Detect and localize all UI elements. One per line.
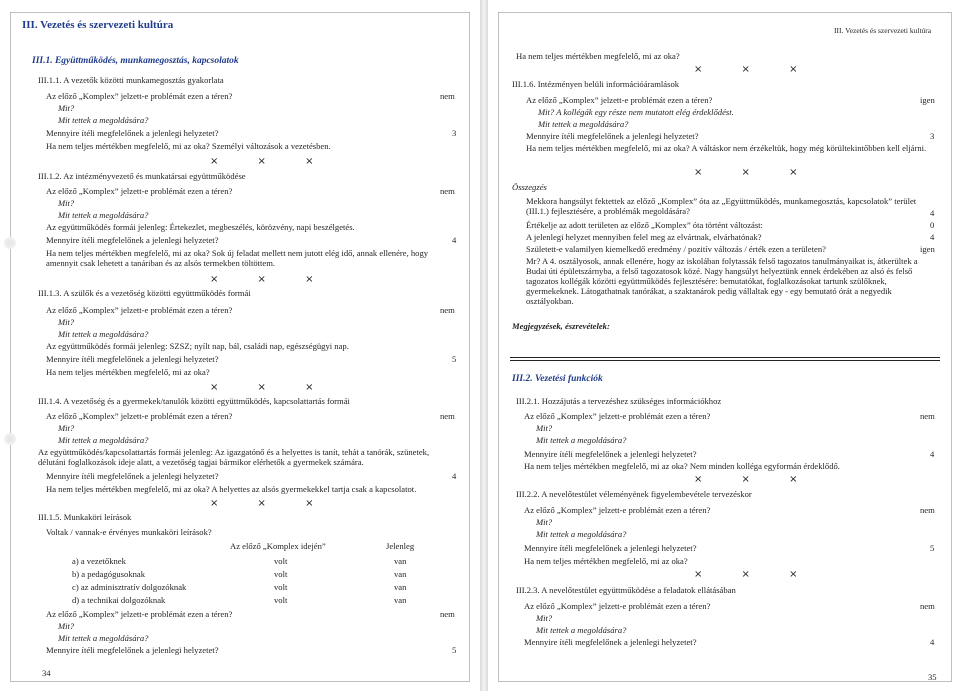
- question-itel: Mennyire ítéli megfelelőnek a jelenlegi helyzetet?: [524, 449, 697, 459]
- score: 0: [930, 220, 935, 230]
- score: 4: [452, 471, 457, 481]
- table-row-label: a) a vezetőknek: [72, 556, 126, 566]
- punch-hole: [4, 237, 16, 249]
- question-itel: Mennyire ítéli megfelelőnek a jelenlegi helyzetet?: [524, 637, 697, 647]
- cooperation-forms: Az együttműködés formái jelenleg: SZSZ; nyílt nap, bál, családi nap, egészségügyi nap.: [46, 341, 349, 351]
- answer: igen: [920, 244, 935, 254]
- answer: igen: [920, 95, 935, 105]
- question-tettek: Mit tettek a megoldására?: [536, 625, 627, 635]
- question-tettek: Mit tettek a megoldására?: [58, 115, 149, 125]
- cooperation-forms: Az együttműködés formái jelenleg: Értekezlet, megbeszélés, körözvény, napi beszélgetés.: [46, 222, 355, 232]
- subsection-title: III.1.3. A szülők és a vezetőség közötti együttműködés formái: [38, 288, 251, 298]
- question-mit: Mit?: [58, 103, 75, 113]
- subsection-title: III.2.2. A nevelőtestület véleményének figyelembevétele tervezéskor: [516, 489, 752, 499]
- question-mit: Mit?: [536, 613, 553, 623]
- notes-label: Megjegyzések, észrevételek:: [512, 321, 610, 331]
- question-komplex: Az előző „Komplex” jelzett-e problémát ezen a téren?: [46, 186, 233, 196]
- question-mit: Mit?: [536, 423, 553, 433]
- question-itel: Mennyire ítéli megfelelőnek a jelenlegi helyzetet?: [46, 645, 219, 655]
- question-tettek: Mit tettek a megoldására?: [58, 329, 149, 339]
- score: 3: [452, 128, 457, 138]
- question-tettek: Mit tettek a megoldására?: [536, 529, 627, 539]
- question-nem-teljes: Ha nem teljes mértékben megfelelő, mi az oka?: [46, 367, 210, 377]
- score: 4: [930, 449, 935, 459]
- table-cell-now: van: [394, 556, 407, 566]
- question-itel: Mennyire ítéli megfelelőnek a jelenlegi helyzetet?: [46, 354, 219, 364]
- column-header-prev: Az előző „Komplex idején”: [230, 541, 326, 551]
- punch-hole: [4, 433, 16, 445]
- question-komplex: Az előző „Komplex” jelzett-e problémát ezen a téren?: [524, 505, 711, 515]
- separator-marks: × × ×: [210, 498, 332, 509]
- score: 4: [452, 235, 457, 245]
- table-cell-prev: volt: [274, 595, 288, 605]
- running-header: III. Vezetés és szervezeti kultúra: [834, 26, 932, 35]
- reason: Ha nem teljes mértékben megfelelő, mi az oka? A váltáskor nem érzékeltük, hogy még körültekintőbben kell eljárni.: [526, 143, 927, 153]
- answer: nem: [440, 186, 455, 196]
- summary-question: Született-e valamilyen kiemelkedő eredmény / pozitív változás / érték ezen a területen?: [526, 244, 826, 254]
- answer: nem: [440, 609, 455, 619]
- question-komplex: Az előző „Komplex” jelzett-e problémát ezen a téren?: [524, 601, 711, 611]
- summary-text: Mr? A 4. osztályosok, annak ellenére, hogy az iskolában folytassák felső tagozatos tanulmányaikat is, átkerültek a Budai úti épületszárnyba, a felső tagozatosok közé. Nagy hangsúlyt helyeztünk ennek érdekében az alsó és felső tagozatos kollégák közötti együttműködés fejlesztésére: bemutatókat, foglalkozásokat tartunk szülőknek, gyermekeknek. Látogathatnak tanórákat, a szaktanárok pedig vállaltak egy - egy bemutató órát a negyedik osztályokban.: [526, 256, 918, 306]
- question-tettek: Mit tettek a megoldására?: [58, 210, 149, 220]
- cooperation-forms: Az együttműködés/kapcsolattartás formái jelenleg: Az igazgatónő és a helyettes is tanít, tehát a tanórák, szünetek, délutáni foglalkozások ideje alatt, a vezetőség tagjai bármikor elérhetők a gyermekek számára.: [38, 447, 430, 467]
- question-komplex: Az előző „Komplex” jelzett-e problémát ezen a téren?: [46, 91, 233, 101]
- table-cell-prev: volt: [274, 582, 288, 592]
- question-tettek: Mit tettek a megoldására?: [58, 435, 149, 445]
- question-itel: Mennyire ítéli megfelelőnek a jelenlegi helyzetet?: [524, 543, 697, 553]
- summary-question: Mekkora hangsúlyt fektettek az előző „Komplex” óta az „Együttműködés, munkamegosztás, kapcsolatok” terület (III.1.) fejlesztésére, a problémák megoldására?: [526, 196, 917, 216]
- table-cell-now: van: [394, 582, 407, 592]
- section-title: III.1. Együttműködés, munkamegosztás, kapcsolatok: [32, 56, 239, 66]
- answer: nem: [440, 411, 455, 421]
- question-mit: Mit?: [58, 621, 75, 631]
- question-mit: Mit?: [58, 317, 75, 327]
- question-komplex: Az előző „Komplex” jelzett-e problémát ezen a téren?: [524, 411, 711, 421]
- score: 4: [930, 208, 935, 218]
- column-header-now: Jelenleg: [386, 541, 415, 551]
- table-cell-prev: volt: [274, 569, 288, 579]
- answer: nem: [920, 601, 935, 611]
- question-itel: Mennyire ítéli megfelelőnek a jelenlegi helyzetet?: [46, 471, 219, 481]
- separator-marks: × × ×: [694, 167, 816, 178]
- question-tettek: Mit tettek a megoldására?: [538, 119, 629, 129]
- question-mit: Mit? A kollégák egy része nem mutatott elég érdeklődést.: [538, 107, 734, 117]
- separator-marks: × × ×: [210, 382, 332, 393]
- page-number: 34: [42, 668, 51, 678]
- question-nem-teljes: Ha nem teljes mértékben megfelelő, mi az oka?: [516, 51, 680, 61]
- answer: nem: [440, 91, 455, 101]
- question-komplex: Az előző „Komplex” jelzett-e problémát ezen a téren?: [526, 95, 713, 105]
- question-mit: Mit?: [536, 517, 553, 527]
- separator-marks: × × ×: [694, 569, 816, 580]
- separator-marks: × × ×: [210, 274, 332, 285]
- question-mit: Mit?: [58, 423, 75, 433]
- reason: Ha nem teljes mértékben megfelelő, mi az oka? Nem minden kolléga egyformán érdeklődő.: [524, 461, 840, 471]
- answer: nem: [920, 411, 935, 421]
- answer: nem: [920, 505, 935, 515]
- separator-marks: × × ×: [694, 64, 816, 75]
- question-komplex: Az előző „Komplex” jelzett-e problémát ezen a téren?: [46, 305, 233, 315]
- subsection-title: III.1.4. A vezetőség és a gyermekek/tanulók közötti együttműködés, kapcsolattartás formái: [38, 396, 350, 406]
- question-itel: Mennyire ítéli megfelelőnek a jelenlegi helyzetet?: [46, 235, 219, 245]
- job-description-question: Voltak / vannak-e érvényes munkaköri leírások?: [46, 527, 212, 537]
- question-komplex: Az előző „Komplex” jelzett-e problémát ezen a téren?: [46, 411, 233, 421]
- score: 3: [930, 131, 935, 141]
- question-tettek: Mit tettek a megoldására?: [536, 435, 627, 445]
- reason: Ha nem teljes mértékben megfelelő, mi az oka? Személyi változások a vezetésben.: [46, 141, 331, 151]
- subsection-title: III.1.6. Intézményen belüli információáramlások: [512, 79, 680, 89]
- right-page: [488, 0, 960, 691]
- chapter-title: III. Vezetés és szervezeti kultúra: [22, 19, 174, 31]
- question-nem-teljes: Ha nem teljes mértékben megfelelő, mi az oka?: [524, 556, 688, 566]
- answer: nem: [440, 305, 455, 315]
- summary-question: A jelenlegi helyzet mennyiben felel meg az elvártnak, elvárhatónak?: [526, 232, 762, 242]
- table-row-label: c) az adminisztratív dolgozóknak: [72, 582, 187, 592]
- score: 4: [930, 232, 935, 242]
- separator-marks: × × ×: [210, 156, 332, 167]
- table-row-label: d) a technikai dolgozóknak: [72, 595, 166, 605]
- table-cell-now: van: [394, 595, 407, 605]
- question-komplex: Az előző „Komplex” jelzett-e problémát ezen a téren?: [46, 609, 233, 619]
- score: 4: [930, 637, 935, 647]
- divider: [510, 360, 940, 361]
- book-gutter: [480, 0, 488, 691]
- section-title: III.2. Vezetési funkciók: [512, 374, 603, 384]
- subsection-title: III.1.2. Az intézményvezető és munkatársai együttműködése: [38, 171, 246, 181]
- table-cell-prev: volt: [274, 556, 288, 566]
- subsection-title: III.1.1. A vezetők közötti munkamegosztás gyakorlata: [38, 75, 224, 85]
- reason: Ha nem teljes mértékben megfelelő, mi az oka? A helyettes az alsós gyermekekkel tartja csak a kapcsolatot.: [46, 484, 417, 494]
- summary-title: Összegzés: [512, 182, 547, 192]
- table-row-label: b) a pedagógusoknak: [72, 569, 146, 579]
- score: 5: [452, 354, 457, 364]
- table-cell-now: van: [394, 569, 407, 579]
- question-itel: Mennyire ítéli megfelelőnek a jelenlegi helyzetet?: [526, 131, 699, 141]
- subsection-title: III.1.5. Munkaköri leírások: [38, 512, 132, 522]
- subsection-title: III.2.1. Hozzájutás a tervezéshez szükséges információkhoz: [516, 396, 722, 406]
- question-itel: Mennyire ítéli megfelelőnek a jelenlegi helyzetet?: [46, 128, 219, 138]
- question-mit: Mit?: [58, 198, 75, 208]
- page-number: 35: [928, 672, 937, 682]
- divider: [510, 357, 940, 358]
- score: 5: [930, 543, 935, 553]
- score: 5: [452, 645, 457, 655]
- separator-marks: × × ×: [694, 474, 816, 485]
- summary-question: Értékelje az adott területen az előző „Komplex” óta történt változást:: [526, 220, 763, 230]
- question-tettek: Mit tettek a megoldására?: [58, 633, 149, 643]
- subsection-title: III.2.3. A nevelőtestület együttműködése a feladatok ellátásában: [516, 585, 736, 595]
- reason: Ha nem teljes mértékben megfelelő, mi az oka? Sok új feladat mellett nem jutott elég idő, annak ellenére, hogy amennyit csak lehetett a tanáriban és az alsós termekben töltöttem.: [46, 248, 429, 268]
